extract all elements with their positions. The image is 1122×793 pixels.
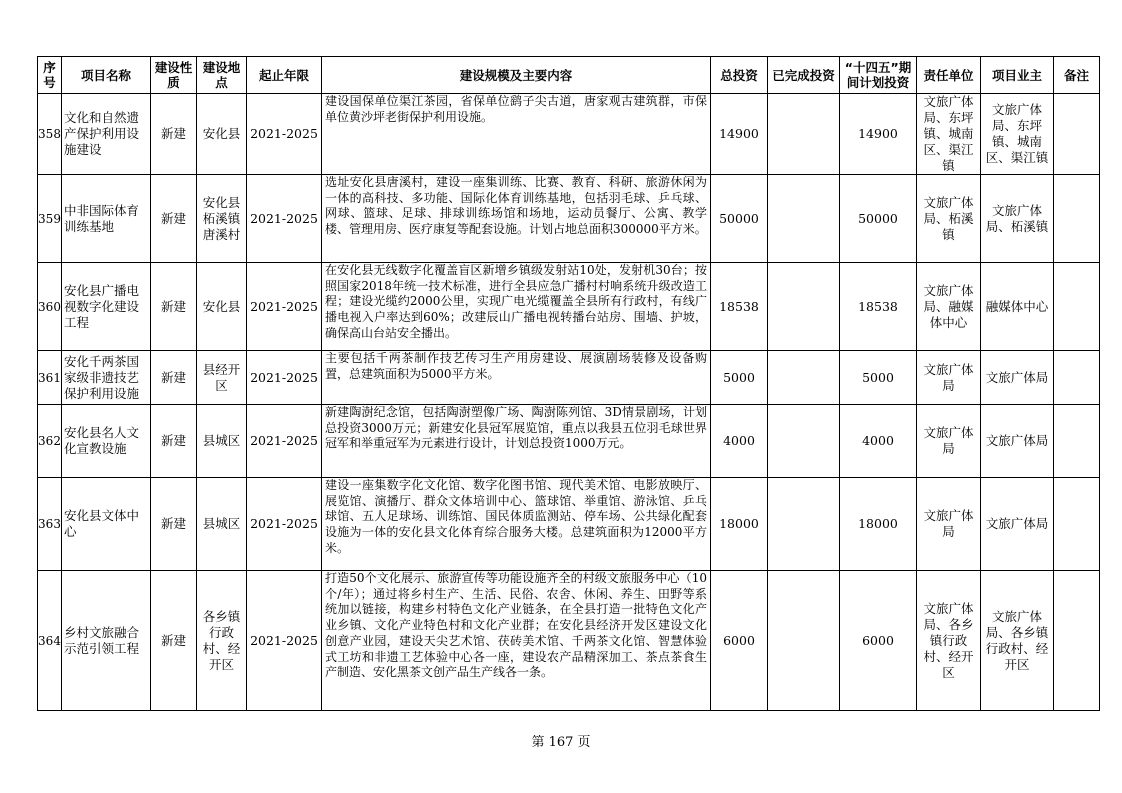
construction-nature-cell: 新建 <box>151 478 197 571</box>
table-row <box>38 478 1100 571</box>
construction-content-cell: 在安化县无线数字化覆盖盲区新增乡镇级发射站10处，发射机30台；按照国家2018年统一技术标准，进行全县应急广播村村响系统升级改造工程；建设光缆约2000公里，实现广电光缆覆盖全县所有行政村，有线广播电视入户率达到60%；改建辰山广播电视转播台站房、围墙、护坡，确保高山台站安全播出。 <box>322 263 711 351</box>
row-number-cell: 362 <box>38 405 62 478</box>
header-cell: 序号 <box>38 57 62 94</box>
year-range-cell: 2021-2025 <box>247 571 322 711</box>
header-cell: 责任单位 <box>917 57 981 94</box>
completed-investment-cell <box>768 405 840 478</box>
project-owner-cell: 文旅广体局 <box>981 351 1054 405</box>
construction-location-cell: 安化县 <box>197 94 247 175</box>
page-number: 第 167 页 <box>531 735 591 750</box>
year-range-cell: 2021-2025 <box>247 478 322 571</box>
planned-investment-cell: 18000 <box>840 478 917 571</box>
row-number-cell: 359 <box>38 175 62 263</box>
project-name-cell: 中非国际体育训练基地 <box>62 175 151 263</box>
construction-content-cell: 建设国保单位渠江茶园，省保单位鹞子尖古道，唐家观古建筑群，市保单位黄沙坪老街保护利用设施。 <box>322 94 711 175</box>
construction-nature-cell: 新建 <box>151 405 197 478</box>
planned-investment-cell: 18538 <box>840 263 917 351</box>
remarks-cell <box>1054 175 1100 263</box>
responsible-unit-cell: 文旅广体局、柘溪镇 <box>917 175 981 263</box>
responsible-unit-cell: 文旅广体局 <box>917 478 981 571</box>
responsible-unit-cell: 文旅广体局、融媒体中心 <box>917 263 981 351</box>
construction-location-cell: 安化县柘溪镇唐溪村 <box>197 175 247 263</box>
construction-nature-cell: 新建 <box>151 263 197 351</box>
header-cell: 建设规模及主要内容 <box>322 57 711 94</box>
row-number-cell: 358 <box>38 94 62 175</box>
construction-location-cell: 县经开区 <box>197 351 247 405</box>
row-number-cell: 364 <box>38 571 62 711</box>
construction-nature-cell: 新建 <box>151 94 197 175</box>
remarks-cell <box>1054 571 1100 711</box>
construction-nature-cell: 新建 <box>151 571 197 711</box>
planned-investment-cell: 5000 <box>840 351 917 405</box>
table-row <box>38 571 1100 711</box>
remarks-cell <box>1054 94 1100 175</box>
planned-investment-cell: 4000 <box>840 405 917 478</box>
row-number-cell: 361 <box>38 351 62 405</box>
construction-nature-cell: 新建 <box>151 175 197 263</box>
header-cell: 项目名称 <box>62 57 151 94</box>
responsible-unit-cell: 文旅广体局 <box>917 351 981 405</box>
header-cell: 已完成投资 <box>768 57 840 94</box>
remarks-cell <box>1054 478 1100 571</box>
planned-investment-cell: 6000 <box>840 571 917 711</box>
project-owner-cell: 文旅广体局 <box>981 478 1054 571</box>
completed-investment-cell <box>768 94 840 175</box>
completed-investment-cell <box>768 571 840 711</box>
row-number-cell: 360 <box>38 263 62 351</box>
table-row <box>38 351 1100 405</box>
header-cell: 起止年限 <box>247 57 322 94</box>
construction-content-cell: 主要包括千两茶制作技艺传习生产用房建设、展演剧场装修及设备购置，总建筑面积为5000平方米。 <box>322 351 711 405</box>
table-row <box>38 175 1100 263</box>
total-investment-cell: 6000 <box>711 571 768 711</box>
total-investment-cell: 4000 <box>711 405 768 478</box>
header-row <box>38 57 1100 94</box>
project-name-cell: 安化县名人文化宣教设施 <box>62 405 151 478</box>
construction-location-cell: 安化县 <box>197 263 247 351</box>
header-cell: “十四五”期间计划投资 <box>840 57 917 94</box>
remarks-cell <box>1054 351 1100 405</box>
project-owner-cell: 文旅广体局、柘溪镇 <box>981 175 1054 263</box>
construction-nature-cell: 新建 <box>151 351 197 405</box>
project-owner-cell: 文旅广体局、东坪镇、城南区、渠江镇 <box>981 94 1054 175</box>
project-name-cell: 安化县广播电视数字化建设工程 <box>62 263 151 351</box>
total-investment-cell: 14900 <box>711 94 768 175</box>
responsible-unit-cell: 文旅广体局、各乡镇行政村、经开区 <box>917 571 981 711</box>
project-name-cell: 安化千两茶国家级非遗技艺保护利用设施 <box>62 351 151 405</box>
table-row <box>38 94 1100 175</box>
row-number-cell: 363 <box>38 478 62 571</box>
construction-content-cell: 选址安化县唐溪村，建设一座集训练、比赛、教育、科研、旅游休闲为一体的高科技、多功能、国际化体育训练基地，包括羽毛球、乒乓球、网球、篮球、足球、排球训练场馆和场地，运动员餐厅、公寓、教学楼、管理用房、医疗康复等配套设施。计划占地总面积300000平方米。 <box>322 175 711 263</box>
planned-investment-cell: 50000 <box>840 175 917 263</box>
header-cell: 建设性质 <box>151 57 197 94</box>
total-investment-cell: 5000 <box>711 351 768 405</box>
construction-content-cell: 新建陶澍纪念馆，包括陶澍塑像广场、陶澍陈列馆、3D情景剧场，计划总投资3000万元；新建安化县冠军展览馆，重点以我县五位羽毛球世界冠军和举重冠军为元素进行设计，计划总投资1000万元。 <box>322 405 711 478</box>
construction-location-cell: 县城区 <box>197 478 247 571</box>
project-name-cell: 文化和自然遗产保护利用设施建设 <box>62 94 151 175</box>
header-cell: 项目业主 <box>981 57 1054 94</box>
project-name-cell: 乡村文旅融合示范引领工程 <box>62 571 151 711</box>
responsible-unit-cell: 文旅广体局、东坪镇、城南区、渠江镇 <box>917 94 981 175</box>
project-owner-cell: 融媒体中心 <box>981 263 1054 351</box>
total-investment-cell: 18000 <box>711 478 768 571</box>
project-owner-cell: 文旅广体局、各乡镇行政村、经开区 <box>981 571 1054 711</box>
project-table <box>37 56 1100 711</box>
remarks-cell <box>1054 263 1100 351</box>
completed-investment-cell <box>768 351 840 405</box>
table-row <box>38 405 1100 478</box>
planned-investment-cell: 14900 <box>840 94 917 175</box>
year-range-cell: 2021-2025 <box>247 351 322 405</box>
construction-location-cell: 各乡镇行政村、经开区 <box>197 571 247 711</box>
project-owner-cell: 文旅广体局 <box>981 405 1054 478</box>
year-range-cell: 2021-2025 <box>247 263 322 351</box>
completed-investment-cell <box>768 175 840 263</box>
total-investment-cell: 50000 <box>711 175 768 263</box>
project-name-cell: 安化县文体中心 <box>62 478 151 571</box>
total-investment-cell: 18538 <box>711 263 768 351</box>
completed-investment-cell <box>768 478 840 571</box>
year-range-cell: 2021-2025 <box>247 94 322 175</box>
header-cell: 备注 <box>1054 57 1100 94</box>
remarks-cell <box>1054 405 1100 478</box>
table-row <box>38 263 1100 351</box>
completed-investment-cell <box>768 263 840 351</box>
responsible-unit-cell: 文旅广体局 <box>917 405 981 478</box>
header-cell: 建设地点 <box>197 57 247 94</box>
construction-content-cell: 建设一座集数字化文化馆、数字化图书馆、现代美术馆、电影放映厅、展览馆、演播厅、群众文体培训中心、篮球馆、举重馆、游泳馆、乒乓球馆、五人足球场、训练馆、国民体质监测站、停车场、公共绿化配套设施为一体的安化县文化体育综合服务大楼。总建筑面积为12000平方米。 <box>322 478 711 571</box>
construction-content-cell: 打造50个文化展示、旅游宣传等功能设施齐全的村级文旅服务中心（10个/年）；通过将乡村生产、生活、民俗、农舍、休闲、养生、田野等系统加以链接，构建乡村特色文化产业链条，在全县打造一批特色文化产业乡镇、文化产业特色村和文化产业群；在安化县经济开发区建设文化创意产业园，建设天尖艺术馆、茯砖美术馆、千两茶文化馆、智慧体验式工坊和非遗工艺体验中心各一座，建设农产品精深加工、茶点茶食生产制造、安化黑茶文创产品生产线各一条。 <box>322 571 711 711</box>
header-cell: 总投资 <box>711 57 768 94</box>
year-range-cell: 2021-2025 <box>247 405 322 478</box>
year-range-cell: 2021-2025 <box>247 175 322 263</box>
construction-location-cell: 县城区 <box>197 405 247 478</box>
